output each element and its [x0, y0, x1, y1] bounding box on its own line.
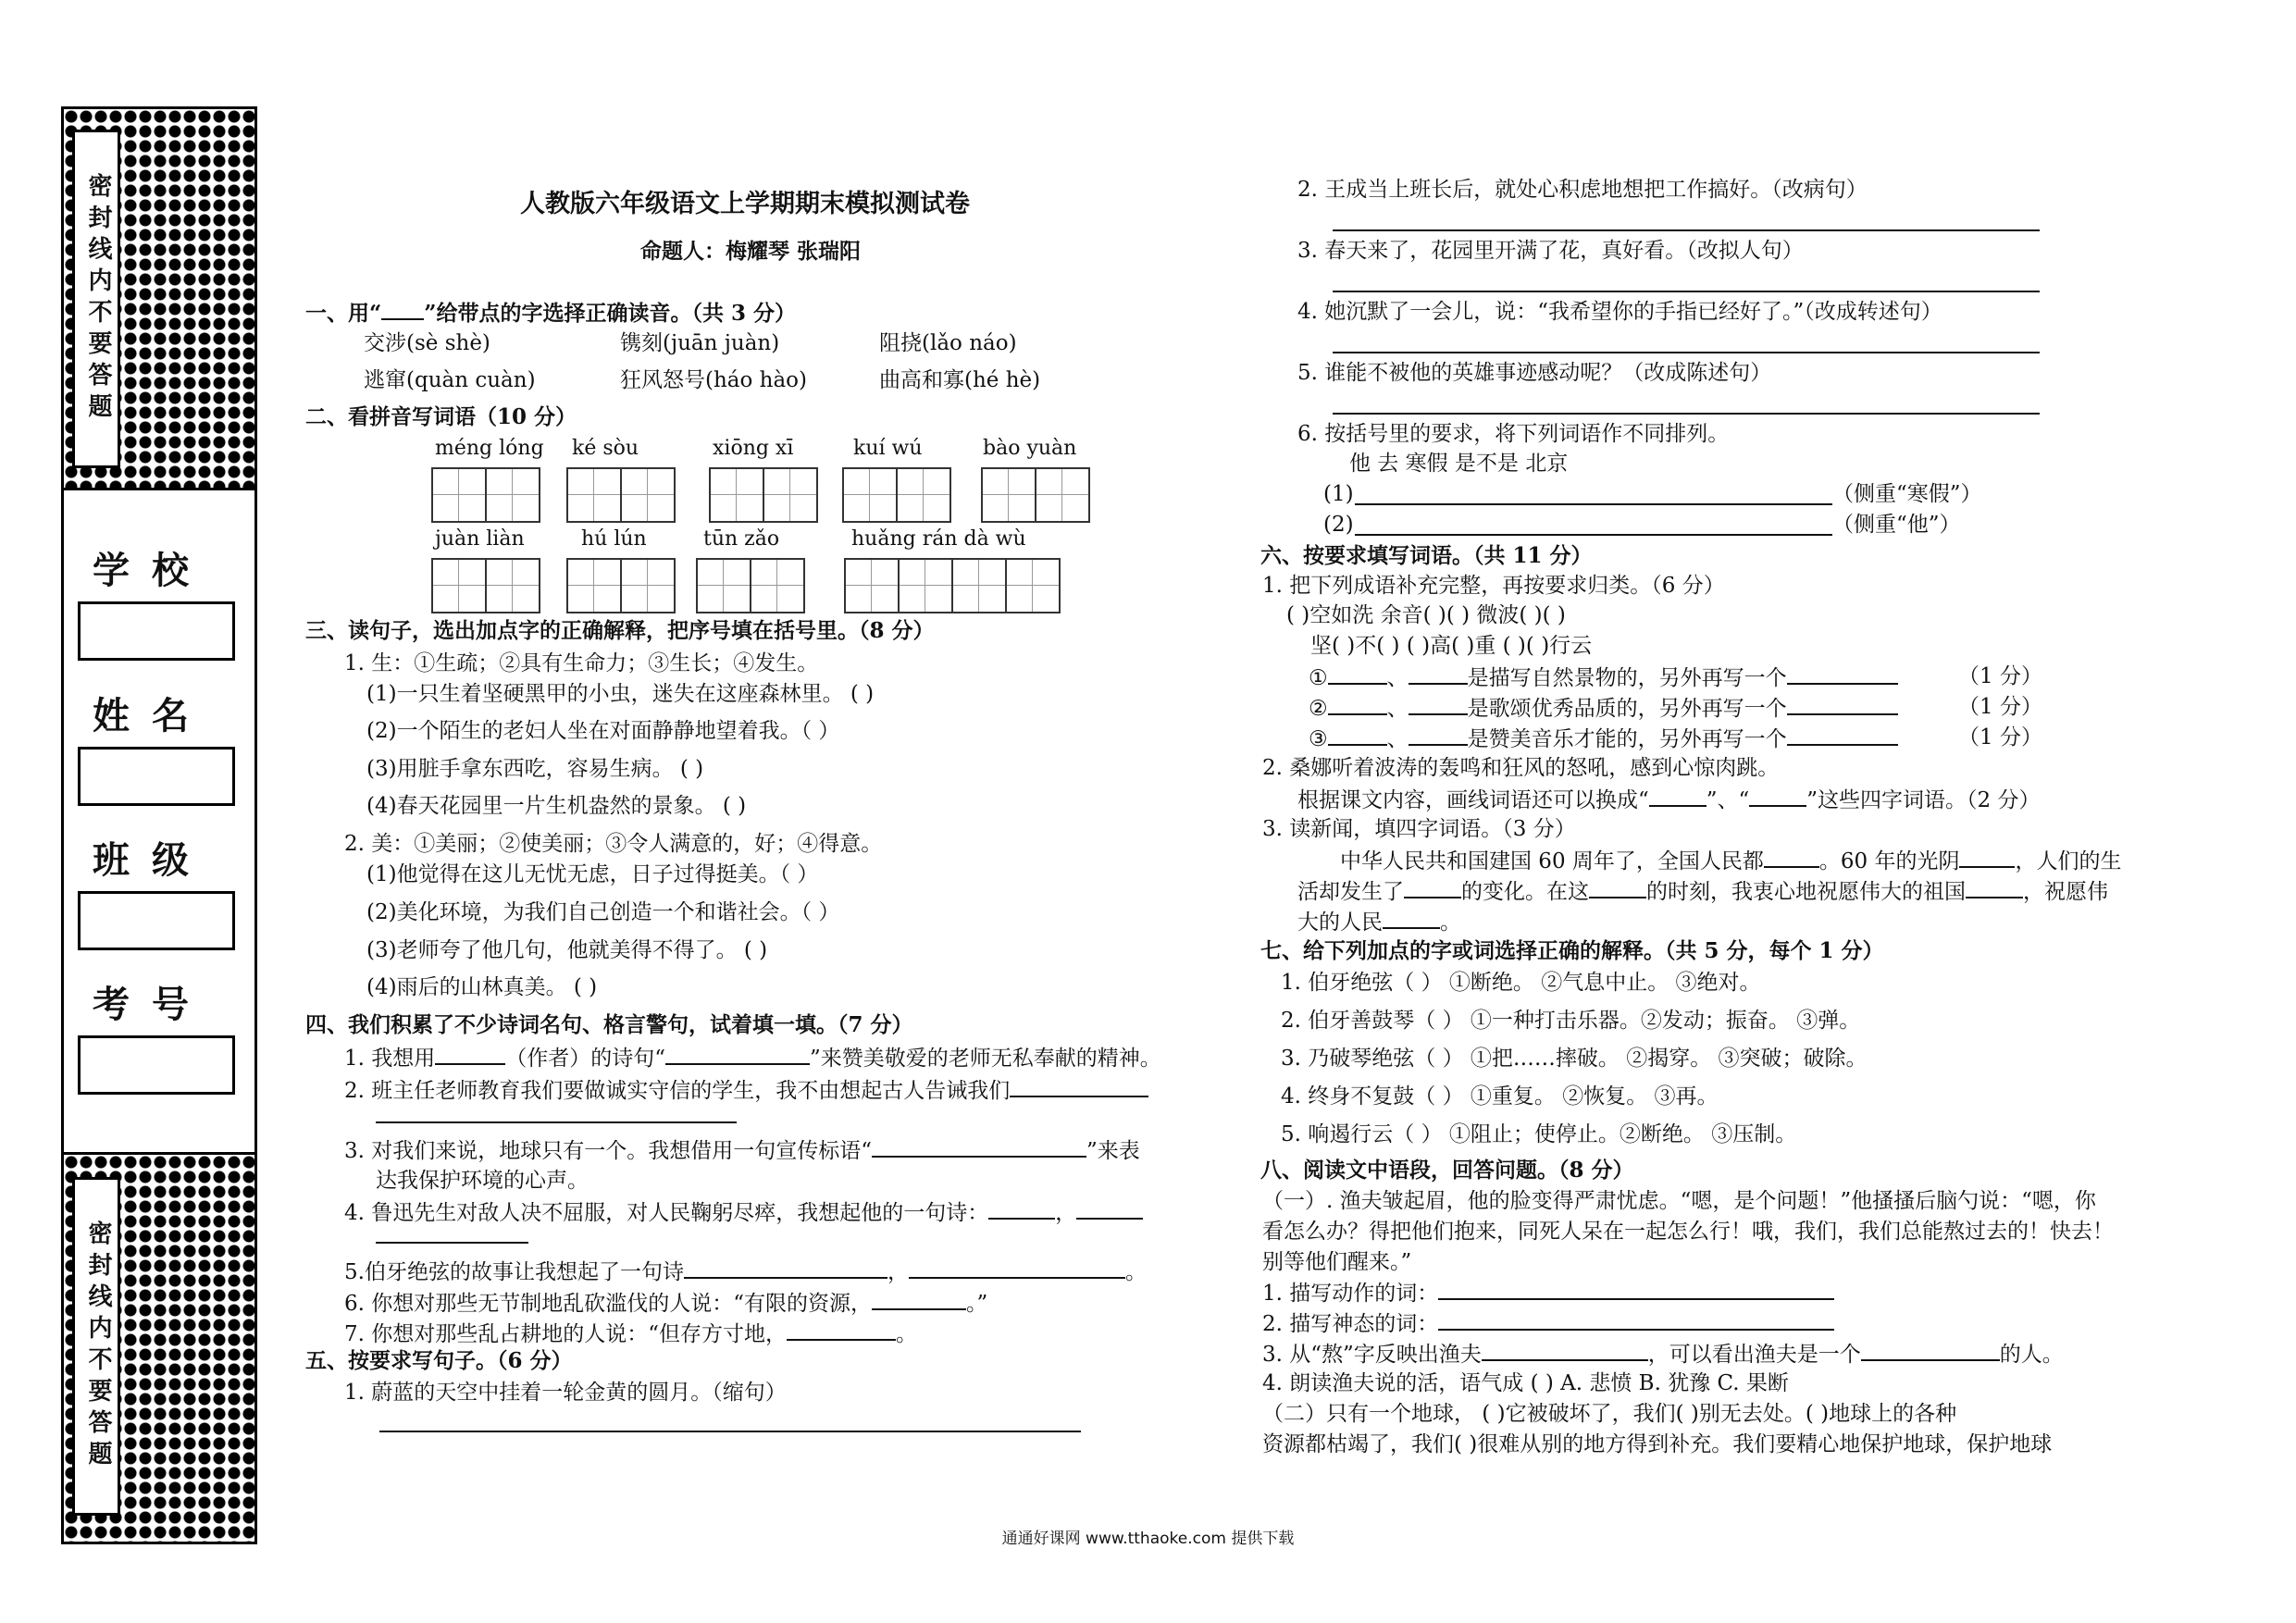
s4-q6: 6. 你想对那些无节制地乱砍滥伐的人说：“有限的资源， 。”	[344, 1288, 987, 1318]
s4-q4: 4. 鲁迅先生对敌人决不屈服，对人民鞠躬尽瘁，我想起他的一句诗： ，	[344, 1197, 1143, 1227]
s6-q1-row2: 坚( )不( ) ( )高( )重 ( )( )行云	[1310, 634, 1593, 658]
s6-q2: 2. 桑娜听着波涛的轰鸣和狂风的怒吼，感到心惊肉跳。	[1262, 756, 1780, 780]
answer-line[interactable]	[379, 1431, 1081, 1432]
s8-q1: 1. 描写动作的词：	[1262, 1278, 1834, 1307]
s3-q1c: (3)用脏手拿东西吃，容易生病。 ( )	[366, 757, 704, 781]
s6-cat-1: ① 、 是描写自然景物的，另外再写一个	[1309, 663, 1898, 692]
s3-q1b: (2)一个陌生的老妇人坐在对面静静地望着我。（ ）	[366, 719, 840, 743]
s7-item: 3. 乃破琴绝弦（ ） ①把……摔破。 ②揭穿。 ③突破；破除。	[1281, 1047, 1868, 1071]
seal-notice-top: 密封线内不要答题	[72, 130, 120, 468]
writing-grid[interactable]	[844, 558, 1059, 613]
section-3-title: 三、读句子，选出加点字的正确解释，把序号填在括号里。（8 分）	[305, 618, 935, 643]
s6-cat-3: ③ 、 是赞美音乐才能的，另外再写一个	[1309, 724, 1898, 753]
pinyin: kuí wú	[853, 437, 923, 460]
s5-q6b: (2)	[1323, 513, 1354, 537]
s8-q4: 4. 朗读渔夫说的活，语气成 ( ) A. 悲愤 B. 犹豫 C. 果断	[1262, 1371, 1789, 1395]
s3-q2b: (2)美化环境，为我们自己创造一个和谐社会。（ ）	[366, 900, 840, 924]
s6-q3-line2: 活却发生了 的变化。在这 的时刻，我衷心地祝愿伟大的祖国 ，祝愿伟	[1297, 876, 2108, 906]
s4-q3: 3. 对我们来说，地球只有一个。我想借用一句宣传标语“ ”来表	[344, 1135, 1140, 1165]
s8-passage-1: （一）. 渔夫皱起眉，他的脸变得严肃忧虑。“嗯，是个问题！”他搔搔后脑勺说：“嗯，你	[1262, 1189, 2096, 1213]
s1-item: 交涉(sè shè)	[364, 331, 490, 355]
s6-q3-line3: 大的人民 。	[1297, 907, 1461, 936]
s7-item: 2. 伯牙善鼓琴（ ） ①一种打击乐器。②发动；振奋。 ③弹。	[1281, 1009, 1861, 1033]
section-8-title: 八、阅读文中语段，回答问题。（8 分）	[1260, 1158, 1634, 1183]
s5-q3: 3. 春天来了，花园里开满了花，真好看。（改拟人句）	[1297, 239, 1804, 263]
s3-q1: 1. 生：①生疏；②具有生命力；③生长；④发生。	[344, 651, 819, 675]
s6-q3: 3. 读新闻，填四字词语。（3 分）	[1262, 817, 1576, 841]
s3-q2c: (3)老师夸了他几句，他就美得不得了。 ( )	[366, 938, 768, 962]
s1-item: 曲高和寡(hé hè)	[879, 368, 1041, 392]
name-field[interactable]	[78, 747, 235, 806]
s3-q2: 2. 美：①美丽；②使美丽；③令人满意的，好；④得意。	[344, 832, 883, 856]
writing-grid[interactable]	[842, 467, 949, 523]
pinyin: méng lóng	[435, 437, 544, 460]
s1-item: 逃窜(quàn cuàn)	[364, 368, 536, 392]
pinyin: bào yuàn	[983, 437, 1077, 460]
s3-q1d: (4)春天花园里一片生机盎然的景象。 ( )	[366, 794, 747, 818]
s6-cat-1-pt: （1 分）	[1958, 664, 2042, 688]
s4-q5: 5.伯牙绝弦的故事让我想起了一句诗 ， 。	[344, 1257, 1147, 1286]
section-7-title: 七、给下列加点的字或词选择正确的解释。（共 5 分，每个 1 分）	[1260, 938, 1884, 963]
class-label: 班级	[93, 839, 211, 882]
seal-notice-bottom: 密封线内不要答题	[72, 1177, 120, 1516]
s8-passage-1: 看怎么办？得把他们抱来，同死人呆在一起怎么行！哦，我们，我们总能熬过去的！快去！	[1262, 1220, 2114, 1244]
s4-q3-cont: 达我保护环境的心声。	[376, 1169, 589, 1193]
s5-q5: 5. 谁能不被他的英雄事迹感动呢？（改成陈述句）	[1297, 361, 1772, 385]
s6-q1-row1: ( )空如洗 余音( )( ) 微波( )( )	[1286, 603, 1566, 627]
s8-passage-1: 别等他们醒来。”	[1262, 1250, 1412, 1274]
exam-title: 人教版六年级语文上学期期末模拟测试卷	[520, 190, 970, 218]
s5-q6a: (1)	[1323, 482, 1354, 506]
answer-line[interactable]	[376, 1121, 737, 1123]
writing-grid[interactable]	[566, 467, 674, 523]
s5-q4: 4. 她沉默了一会儿，说：“我希望你的手指已经好了。”（改成转述句）	[1297, 300, 1942, 324]
section-2-title: 二、看拼音写词语（10 分）	[305, 404, 577, 429]
exam-no-field[interactable]	[78, 1035, 235, 1095]
writing-grid[interactable]	[431, 467, 539, 523]
pinyin: huǎng rán dà wù	[851, 527, 1026, 551]
school-field[interactable]	[78, 601, 235, 661]
s1-item: 狂风怒号(háo hào)	[620, 368, 808, 392]
class-field[interactable]	[78, 891, 235, 950]
writing-grid[interactable]	[566, 558, 674, 613]
s6-q3-line1: 中华人民共和国建国 60 周年了，全国人民都 。60 年的光阴 ，人们的生	[1340, 846, 2121, 875]
exam-no-label: 考号	[93, 984, 211, 1026]
s7-item: 1. 伯牙绝弦（ ） ①断绝。 ②气息中止。 ③绝对。	[1281, 971, 1761, 995]
s5-q6b-note: （侧重“他”）	[1832, 513, 1961, 537]
s6-cat-3-pt: （1 分）	[1958, 725, 2042, 750]
s3-q1a: (1)一只生着坚硬黑甲的小虫，迷失在这座森林里。 ( )	[366, 682, 875, 706]
answer-line[interactable]	[1333, 413, 2040, 415]
pinyin: juàn liàn	[435, 527, 525, 551]
answer-line[interactable]	[1355, 534, 1832, 536]
s8-q3: 3. 从“熬”字反映出渔夫 ，可以看出渔夫是一个 的人。	[1262, 1339, 2064, 1369]
answer-line[interactable]	[1355, 503, 1832, 505]
s8-passage-2: （二）只有一个地球， ( )它被破坏了，我们( )别无去处。( )地球上的各种	[1262, 1402, 1957, 1426]
s5-q1: 1. 蔚蓝的天空中挂着一轮金黄的圆月。（缩句）	[344, 1381, 787, 1405]
s7-item: 5. 响遏行云（ ） ①阻止；使停止。②断绝。 ③压制。	[1281, 1122, 1797, 1146]
section-4-title: 四、我们积累了不少诗词名句、格言警句，试着填一填。（7 分）	[305, 1012, 913, 1037]
pinyin: hú lún	[581, 527, 647, 551]
s4-q7: 7. 你想对那些乱占耕地的人说：“但存方寸地， 。	[344, 1319, 917, 1348]
s3-q2a: (1)他觉得在这儿无忧无虑，日子过得挺美。（ ）	[366, 862, 819, 886]
s6-cat-2: ② 、 是歌颂优秀品质的，另外再写一个	[1309, 693, 1898, 723]
s6-q2-sub: 根据课文内容，画线词语还可以换成“ ”、“ ”这些四字词语。（2 分）	[1297, 785, 2041, 814]
pinyin: tūn zǎo	[703, 527, 780, 551]
s8-q2: 2. 描写神态的词：	[1262, 1308, 1834, 1338]
s6-q1: 1. 把下列成语补充完整，再按要求归类。（6 分）	[1262, 574, 1725, 598]
s4-q1: 1. 我想用 （作者）的诗句“ ”来赞美敬爱的老师无私奉献的精神。	[344, 1043, 1161, 1072]
writing-grid[interactable]	[981, 467, 1088, 523]
page-footer: 通通好课网 www.tthaoke.com 提供下载	[1001, 1530, 1295, 1548]
answer-line[interactable]	[376, 1242, 528, 1244]
exam-authors: 命题人：梅耀琴 张瑞阳	[640, 239, 862, 264]
answer-line[interactable]	[1333, 229, 2040, 231]
writing-grid[interactable]	[709, 467, 816, 523]
answer-line[interactable]	[1333, 291, 2040, 292]
s8-passage-2: 资源都枯竭了，我们( )很难从别的地方得到补充。我们要精心地保护地球，保护地球	[1262, 1432, 2053, 1456]
s5-q6: 6. 按括号里的要求，将下列词语作不同排列。	[1297, 422, 1730, 446]
s1-item: 镌刻(juān juàn)	[620, 331, 780, 355]
s5-q6a-note: （侧重“寒假”）	[1832, 482, 1982, 506]
s5-q2: 2. 王成当上班长后，就处心积虑地想把工作搞好。（改病句）	[1297, 178, 1868, 202]
writing-grid[interactable]	[696, 558, 803, 613]
writing-grid[interactable]	[431, 558, 539, 613]
s4-q2: 2. 班主任老师教育我们要做诚实守信的学生，我不由想起古人告诫我们	[344, 1075, 1148, 1105]
section-1-title: 一、用“ ”给带点的字选择正确读音。（共 3 分）	[305, 298, 796, 328]
section-6-title: 六、按要求填写词语。（共 11 分）	[1260, 543, 1593, 568]
s3-q2d: (4)雨后的山林真美。 ( )	[366, 975, 598, 999]
pinyin: xiōng xī	[713, 437, 794, 460]
school-label: 学校	[93, 550, 211, 592]
section-5-title: 五、按要求写句子。（6 分）	[305, 1348, 573, 1373]
s5-q6-words: 他 去 寒假 是不是 北京	[1349, 452, 1569, 476]
name-label: 姓名	[93, 695, 211, 737]
answer-line[interactable]	[1333, 352, 2040, 353]
pinyin: ké sòu	[572, 437, 639, 460]
s7-item: 4. 终身不复鼓（ ） ①重复。 ②恢复。 ③再。	[1281, 1084, 1719, 1109]
s1-item: 阻挠(lǎo náo)	[879, 331, 1017, 355]
s6-cat-2-pt: （1 分）	[1958, 695, 2042, 719]
